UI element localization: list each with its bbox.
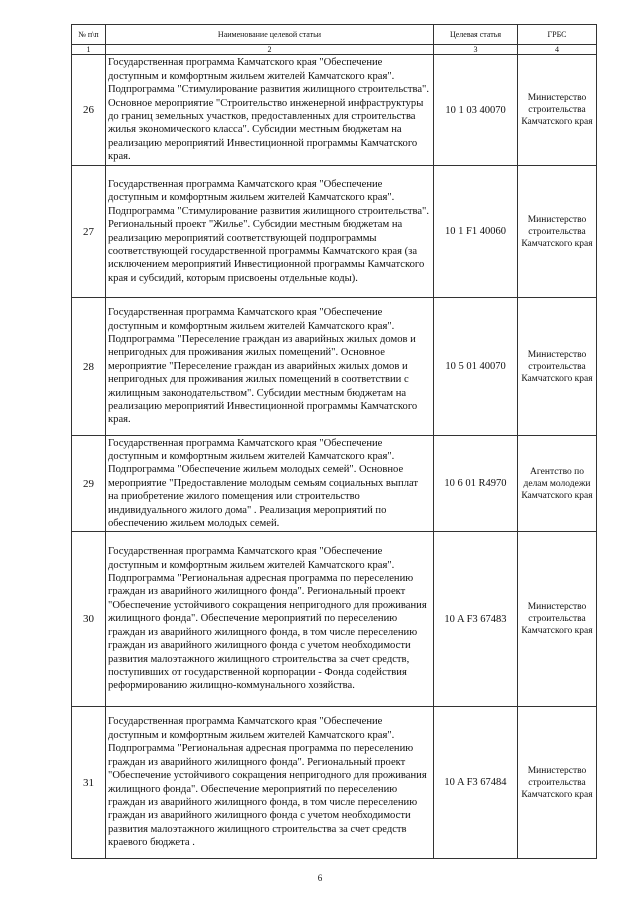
table-row [72,298,597,436]
row-grbs: Министерство строительства Камчатского края [518,707,597,859]
column-number: 2 [106,45,434,55]
table-row [72,166,597,298]
row-description: Государственная программа Камчатского края "Обеспечение доступным и комфортным жильем жителей Камчатского края". Подпрограмма "Обеспечение жильем молодых семей". Основное мероприятие "Предоставление молодым семьям социальных выплат на приобретение жилого помещения или строительство индивидуального жилого дома" . Реализация мероприятий по обеспечению жильем молодых семей. [106,436,434,532]
table-row [72,55,597,166]
row-number: 26 [72,55,106,166]
row-description: Государственная программа Камчатского края "Обеспечение доступным и комфортным жильем жителей Камчатского края". Подпрограмма "Стимулирование развития жилищного строительства". Основное мероприятие "Строительство инженерной инфраструктуры до границ земельных участков, предоставленных для строительства жилья экономического класса". Субсидии местным бюджетам на реализацию мероприятий Инвестиционной программы Камчатского края. [106,55,434,166]
header-name: Наименование целевой статьи [106,25,434,45]
row-code: 10 1 03 40070 [434,55,518,166]
row-description: Государственная программа Камчатского края "Обеспечение доступным и комфортным жильем жителей Камчатского края". Подпрограмма "Стимулирование развития жилищного строительства". Региональный проект "Жилье". Субсидии местным бюджетам на реализацию мероприятий соответствующей подпрограммы соответствующей государственной программы Камчатского края (за исключением мероприятий Инвестиционной программы Камчатского края и субсидий, которым присвоены отдельные коды). [106,166,434,298]
row-number: 27 [72,166,106,298]
row-number: 31 [72,707,106,859]
row-number: 29 [72,436,106,532]
row-grbs: Министерство строительства Камчатского края [518,55,597,166]
header-code: Целевая статья [434,25,518,45]
table-row [72,532,597,707]
table-header-row [72,25,597,45]
column-number: 1 [72,45,106,55]
page-number: 6 [317,873,323,883]
header-grbs: ГРБС [518,25,597,45]
budget-table [71,24,597,859]
row-description: Государственная программа Камчатского края "Обеспечение доступным и комфортным жильем жителей Камчатского края". Подпрограмма "Переселение граждан из аварийных жилых домов и непригодных для проживания жилых помещений". Основное мероприятие "Переселение граждан из аварийных жилых домов и непригодных для проживания жилых помещений в соответствии с жилищным законодательством". Субсидии местным бюджетам на реализацию мероприятий Инвестиционной программы Камчатского края. [106,298,434,436]
row-code: 10 A F3 67483 [434,532,518,707]
row-grbs: Агентство по делам молодежи Камчатского края [518,436,597,532]
row-number: 28 [72,298,106,436]
column-number: 3 [434,45,518,55]
row-code: 10 1 F1 40060 [434,166,518,298]
row-description: Государственная программа Камчатского края "Обеспечение доступным и комфортным жильем жителей Камчатского края". Подпрограмма "Региональная адресная программа по переселению граждан из аварийного жилищного фонда". Региональный проект "Обеспечение устойчивого сокращения непригодного для проживания жилищного фонда". Обеспечение мероприятий по переселению граждан из аварийного жилищного фонда, в том числе переселению граждан из аварийного жилищного фонда с учетом необходимости развития малоэтажного жилищного строительства за счет средств краевого бюджета . [106,707,434,859]
row-number: 30 [72,532,106,707]
row-code: 10 A F3 67484 [434,707,518,859]
row-grbs: Министерство строительства Камчатского края [518,532,597,707]
row-description: Государственная программа Камчатского края "Обеспечение доступным и комфортным жильем жителей Камчатского края". Подпрограмма "Региональная адресная программа по переселению граждан из аварийного жилищного фонда". Региональный проект "Обеспечение устойчивого сокращения непригодного для проживания жилищного фонда". Обеспечение мероприятий по переселению граждан из аварийного жилищного фонда, в том числе переселению граждан из аварийного жилищного фонда с учетом необходимости развития малоэтажного жилищного строительства за счет средств, поступивших от государственной корпорации - Фонда содействия реформированию жилищно-коммунального хозяйства. [106,532,434,707]
row-grbs: Министерство строительства Камчатского края [518,298,597,436]
table-row [72,707,597,859]
row-grbs: Министерство строительства Камчатского края [518,166,597,298]
column-number: 4 [518,45,597,55]
table-row [72,436,597,532]
row-code: 10 6 01 R4970 [434,436,518,532]
header-number: № п\п [72,25,106,45]
row-code: 10 5 01 40070 [434,298,518,436]
column-number-row [72,45,597,55]
